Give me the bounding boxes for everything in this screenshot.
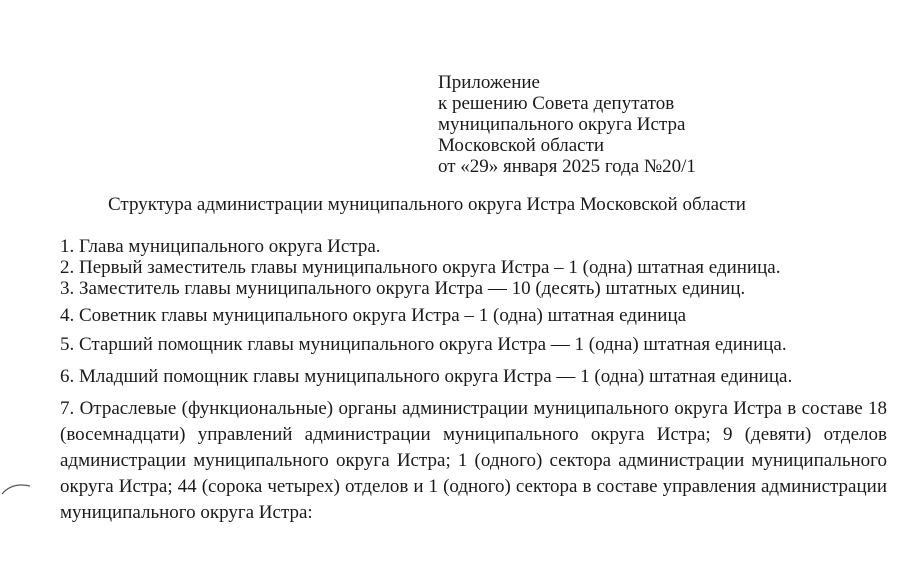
list-item-5: 5. Старший помощник главы муниципального округа Истра — 1 (одна) штатная единица.: [60, 334, 787, 355]
appendix-line-3: муниципального округа Истра: [438, 114, 686, 135]
appendix-header: [438, 72, 696, 177]
list-item-3: 3. Заместитель главы муниципального округа Истра — 10 (десять) штатных единиц.: [60, 278, 746, 299]
scan-artifact-mark: [0, 478, 34, 498]
appendix-line-5: от «29» января 2025 года №20/1: [438, 156, 696, 177]
list-item-6: 6. Младший помощник главы муниципального округа Истра — 1 (одна) штатная единица.: [60, 366, 793, 387]
appendix-line-4: Московской области: [438, 135, 605, 156]
document-title: Структура администрации муниципального округа Истра Московской области: [108, 194, 746, 215]
list-item-2: 2. Первый заместитель главы муниципального округа Истра – 1 (одна) штатная единица.: [60, 257, 781, 278]
list-item-4: 4. Советник главы муниципального округа Истра – 1 (одна) штатная единица: [60, 305, 687, 326]
list-item-1: 1. Глава муниципального округа Истра.: [60, 236, 381, 257]
appendix-line-2: к решению Совета депутатов: [438, 93, 675, 114]
structure-list: [60, 236, 887, 526]
appendix-line-1: Приложение: [438, 72, 540, 93]
list-item-7: 7. Отраслевые (функциональные) органы администрации муниципального округа Истра в составе 18 (восемнадцати) управлений администрации муниципального округа Истра; 9 (девяти) отделов администрации муниципального округа Истра; 1 (одного) сектора администрации муниципального округа Истра; 44 (сорока четырех) отделов и 1 (одного) сектора в составе управления администрации муниципального округа Истра:: [60, 398, 887, 523]
